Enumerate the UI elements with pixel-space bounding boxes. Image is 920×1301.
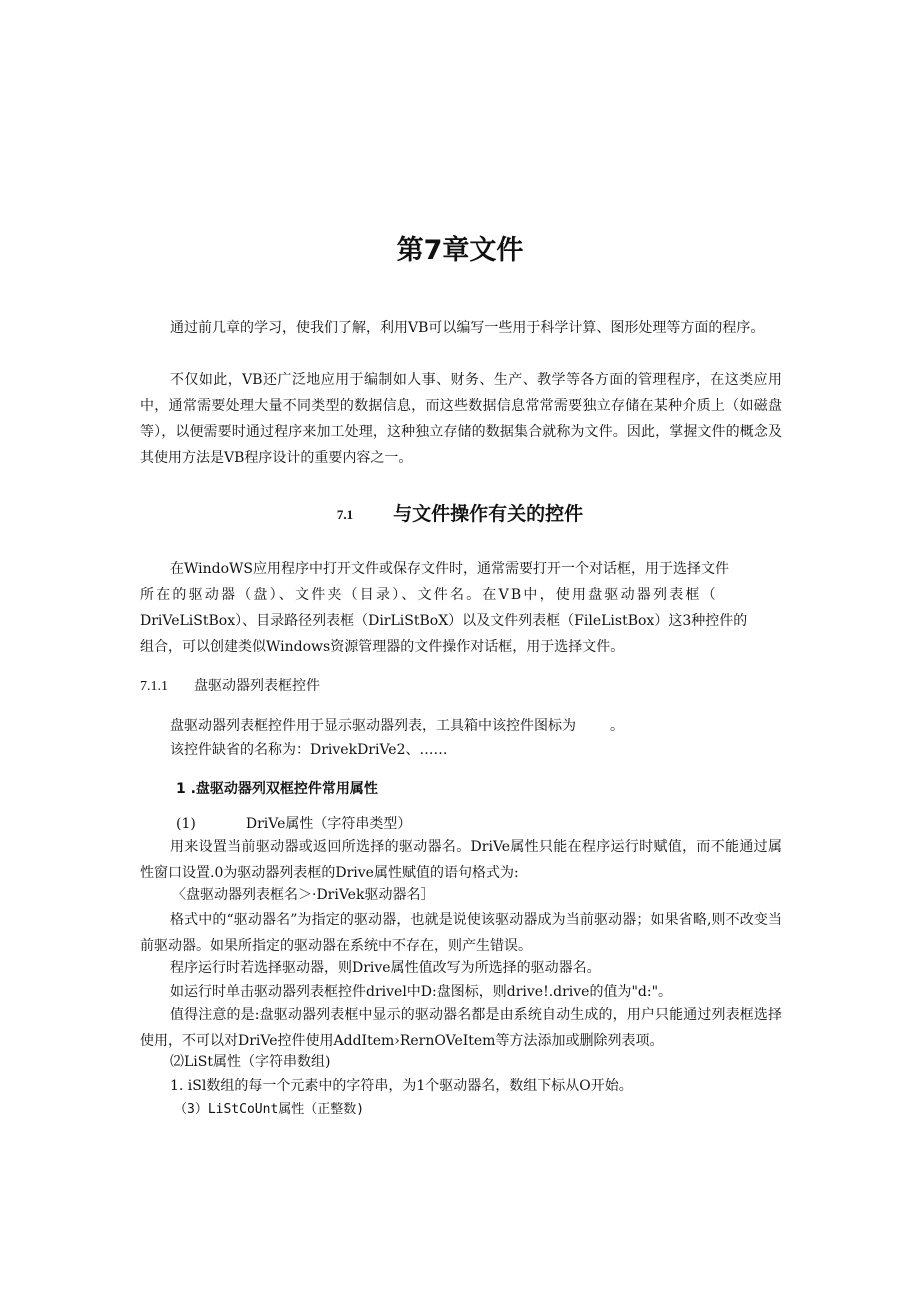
properties-heading: 1 .盘驱动器列双框控件常用属性 — [176, 781, 378, 797]
subsection-line-1-text: 盘驱动器列表框控件用于显示驱动器列表，工具箱中该控件图标为 — [170, 718, 576, 734]
section-paragraph-line-1: 在WindoWS应用程序中打开文件或保存文件时，通常需要打开一个对话框，用于选择文件 — [170, 561, 730, 577]
drive-property-label: DriVe属性（字符串类型） — [245, 816, 412, 832]
listcount-property-title: （3）LiStCoUnt属性（正整数) — [174, 1102, 365, 1117]
drive-property-paragraph-3: 程序运行时若选择驱动器，则Drive属性值改写为所选择的驱动器名。 — [170, 960, 601, 976]
intro-paragraph-2: 不仅如此，VB还广泛地应用于编制如人事、财务、生产、教学等各方面的管理程序，在这类应用中，通常需要处理大量不同类型的数据信息，而这些数据信息常常需要独立存储在某种介质上（如磁盘等），以便需要时通过程序来加工处理，这种独立存储的数据集合就称为文件。因此，掌握文件的概念及其使用方法是VB程序设计的重要内容之一。 — [140, 372, 782, 466]
intro-paragraph-1: 通过前几章的学习，使我们了解，利用VB可以编写一些用于科学计算、图形处理等方面的程序。 — [170, 320, 765, 336]
subsection-heading — [140, 675, 320, 695]
list-property-title: ⑵LiSt属性（字符串数组) — [170, 1054, 331, 1070]
subsection-line-2: 该控件缺省的名称为：DrivekDriVe2、…… — [170, 742, 448, 758]
subsection-number: 7.1.1 — [140, 679, 168, 694]
section-number: 7.1 — [336, 507, 354, 522]
section-paragraph-line-3: DriVeLiStBox）、目录路径列表框（DirLiStBoX）以及文件列表框（FileListBox）这3种控件的 — [140, 613, 748, 629]
subsection-title: 盘驱动器列表框控件 — [194, 678, 320, 694]
drive-property-syntax: 〈盘驱动器列表框名＞·DriVek驱动器名］ — [172, 887, 435, 903]
drive-property-number: (1) — [176, 816, 196, 832]
list-property-paragraph-1: 1. iSl数组的每一个元素中的字符串，为1个驱动器名，数组下标从O开始。 — [170, 1078, 633, 1094]
drive-property-paragraph-1: 用来设置当前驱动器或返回所选择的驱动器名。DriVe属性只能在程序运行时赋值，而不能通过属性窗口设置.0为驱动器列表框的Drive属性赋值的语句格式为: — [140, 839, 782, 881]
subsection-line-1 — [170, 713, 624, 739]
drive-property-paragraph-5: 值得注意的是:盘驱动器列表框中显示的驱动器名都是由系统自动生成的，用户只能通过列表框选择使用，不可以对DriVe控件使用AddItem›RernOVeItem等方法添加或删除列表项。 — [140, 1007, 782, 1049]
section-paragraph-line-4: 组合，可以创建类似Windows资源管理器的文件操作对话框，用于选择文件。 — [140, 639, 625, 655]
section-heading — [0, 499, 920, 526]
drive-property-paragraph-4: 如运行时单击驱动器列表框控件drivel中D:盘图标，则drive!.drive的值为"d:"。 — [170, 984, 673, 1000]
drive-property-paragraph-2: 格式中的“驱动器名”为指定的驱动器，也就是说使该驱动器成为当前驱动器；如果省略,则不改变当前驱动器。如果所指定的驱动器在系统中不存在，则产生错误。 — [140, 912, 782, 954]
chapter-title: 第7章文件 — [396, 235, 524, 266]
subsection-line-1-end: 。 — [610, 718, 624, 734]
section-title: 与文件操作有关的控件 — [393, 503, 584, 525]
section-paragraph-line-2: 所在的驱动器（盘）、文件夹（目录）、文件名。在VB中，使用盘驱动器列表框（ — [140, 587, 718, 603]
